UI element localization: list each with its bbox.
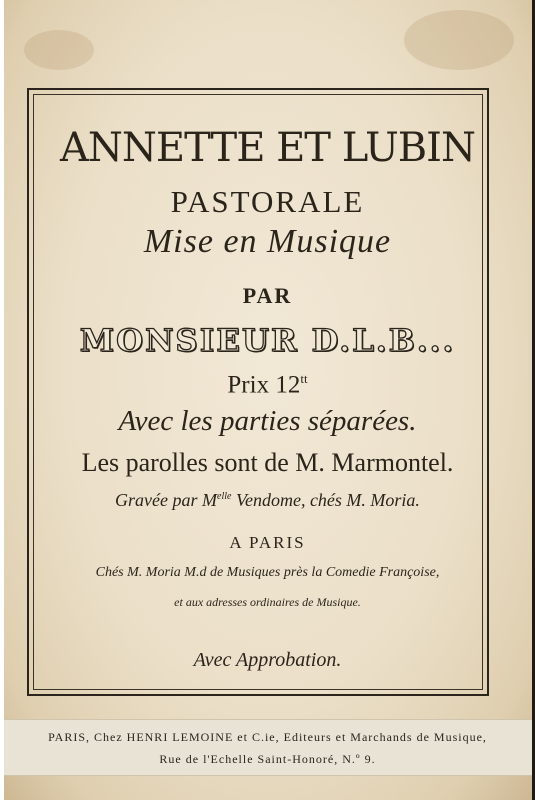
- addresses-line: et aux adresses ordinaires de Musique.: [174, 595, 361, 609]
- price-line: [0, 371, 535, 399]
- publisher-line-1: PARIS, Chez HENRI LEMOINE et C.ie, Editeurs et Marchands de Musique,: [48, 730, 487, 744]
- work-title: ANNETTE ET LUBIN: [60, 125, 475, 171]
- engraver-rest: Vendome, chés M. Moria.: [231, 490, 420, 510]
- libretto-line: Les parolles sont de M. Marmontel.: [81, 448, 454, 477]
- publisher-line-2: Rue de l'Echelle Saint-Honoré, N.º 9.: [159, 752, 376, 766]
- author-line: MONSIEUR D.L.B...: [79, 323, 456, 359]
- price-unit: tt: [300, 371, 308, 386]
- engraver-honorific: elle: [217, 491, 232, 502]
- title-page-sheet: [4, 0, 535, 800]
- price-label: Prix 12: [227, 371, 301, 399]
- parts-line: Avec les parties séparées.: [118, 405, 417, 437]
- publisher-label-strip: [4, 719, 532, 776]
- place-line: A PARIS: [229, 533, 306, 552]
- paper-stain: [404, 10, 514, 70]
- approval-line: Avec Approbation.: [193, 649, 342, 671]
- paper-stain: [24, 30, 94, 70]
- setting-line: Mise en Musique: [143, 223, 392, 260]
- work-genre: PASTORALE: [170, 184, 365, 219]
- seller-line: Chés M. Moria M.d de Musiques près la Comedie Françoise,: [95, 565, 440, 580]
- engraver-line: [0, 490, 535, 511]
- par-line: PAR: [242, 283, 293, 308]
- engraver-prefix: Gravée par M: [115, 490, 218, 510]
